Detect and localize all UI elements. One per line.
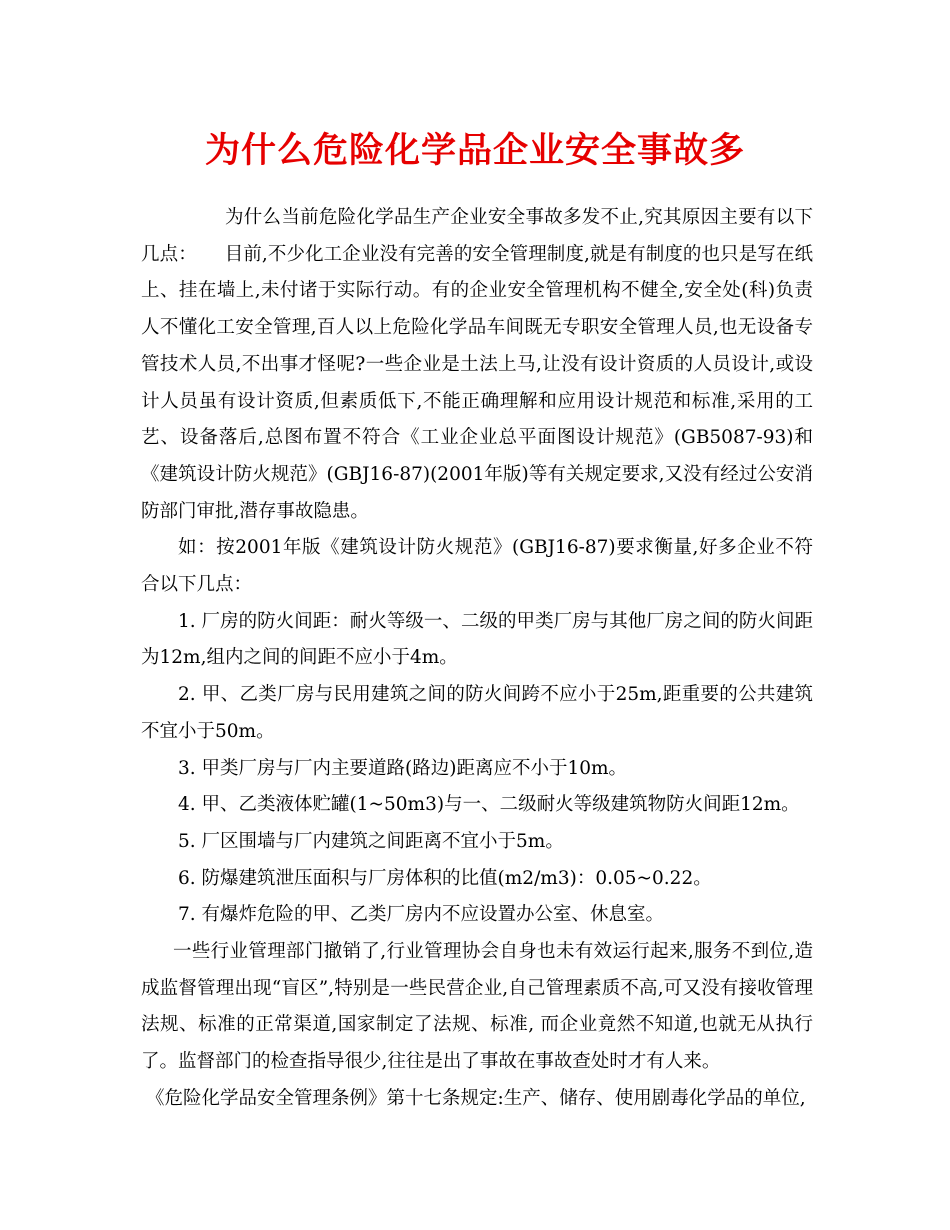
example-paragraph: 如：按2001年版《建筑设计防火规范》(GBJ16-87)要求衡量,好多企业不符合以下几点：: [141, 537, 813, 596]
list-item: 3. 甲类厂房与厂内主要道路(路边)距离应不小于10m。: [178, 757, 628, 779]
page-title: 为什么危险化学品企业安全事故多: [204, 131, 745, 171]
intro-paragraph: 为什么当前危险化学品生产企业安全事故多发不止,究其原因主要有以下几点： 目前,不少化工企业没有完善的安全管理制度,就是有制度的也只是写在纸上、挂在墙上,未付诸于实际行动。有的企业安全管理机构不健全,安全处(科)负责人不懂化工安全管理,百人以上危险化学品车间既无专职安全管理人员,也无设备专管技术人员,不出事才怪呢?一些企业是土法上马,让没有设计资质的人员设计,或设计人员虽有设计资质,但素质低下,不能正确理解和应用设计规范和标准,采用的工艺、设备落后,总图布置不符合《工业企业总平面图设计规范》(GB5087-93)和《建筑设计防火规范》(GBJ16-87)(2001年版)等有关规定要求,又没有经过公安消防部门审批,潜存事故隐患。: [141, 207, 813, 522]
management-paragraph: 一些行业管理部门撤销了,行业管理协会自身也未有效运行起来,服务不到位,造成监督管理出现“盲区”,特别是一些民营企业,自己管理素质不高,可又没有接收管理法规、标准的正常渠道,国家制定了法规、标准, 而企业竟然不知道,也就无从执行了。监督部门的检查指导很少,往往是出了事故在事故查处时才有人来。: [141, 941, 813, 1073]
list-item: 1. 厂房的防火间距：耐火等级一、二级的甲类厂房与其他厂房之间的防火间距为12m,组内之间的间距不应小于4m。: [141, 610, 813, 669]
list-item: 2. 甲、乙类厂房与民用建筑之间的防火间跨不应小于25m,距重要的公共建筑不宜小于50m。: [141, 684, 813, 742]
list-item: 7. 有爆炸危险的甲、乙类厂房内不应设置办公室、休息室。: [178, 904, 665, 926]
regulation-paragraph: 《危险化学品安全管理条例》第十七条规定:生产、储存、使用剧毒化学品的单位,: [146, 1087, 806, 1109]
list-item: 4. 甲、乙类液体贮罐(1~50m3)与一、二级耐火等级建筑物防火间距12m。: [178, 794, 800, 816]
list-item: 5. 厂区围墙与厂内建筑之间距离不宜小于5m。: [178, 830, 564, 852]
document-body: [141, 200, 813, 1118]
list-item: 6. 防爆建筑泄压面积与厂房体积的比值(m2/m3)：0.05~0.22。: [178, 867, 712, 889]
